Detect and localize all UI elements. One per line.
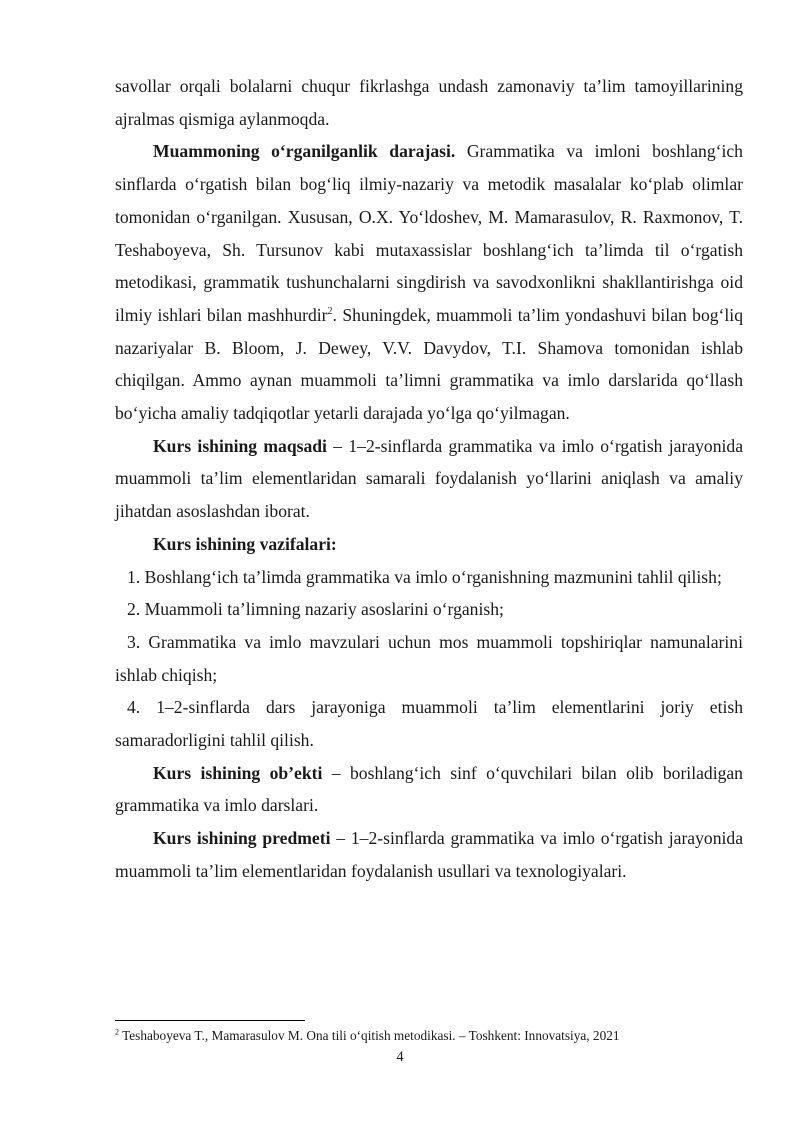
goal-text: – 1–2-sinflarda grammatika va imlo o‘rgatish jarayonida muammoli ta’lim elementlaridan samarali foydalanish yo‘llarini aniqlash va amaliy jihatdan asoslashdan iborat.	[115, 435, 744, 522]
task-text: Grammatika va imlo mavzulari uchun mos muammoli topshiriqlar namunalarini ishlab chiqish;	[115, 631, 743, 685]
paragraph-intro-text: savollar orqali bolalarni chuqur fikrlashga undash zamonaviy ta’lim tamoyillarining ajralmas qismiga aylanmoqda.	[115, 76, 743, 129]
object-text: – boshlang‘ich sinf o‘quvchilari bilan olib boriladigan grammatika va imlo darslari.	[115, 762, 743, 816]
footnote-text: Teshaboyeva T., Mamarasulov M. Ona tili o‘qitish metodikasi. – Toshkent: Innovatsiya, 2021	[119, 1028, 620, 1043]
research-level-text-b: . Shuningdek, muammoli ta’lim yondashuvi bilan bog‘liq nazariyalar B. Bloom, J. Dewey, V.V. Davydov, T.I. Shamova tomonidan ishlab chiqilgan. Ammo aynan muammoli ta’limni grammatika va imlo darslarida qo‘llash bo‘yicha amaliy tadqiqotlar yetarli darajada yo‘lga qo‘yilmagan.	[115, 304, 743, 424]
page-number: 4	[396, 1049, 404, 1065]
tasks-heading: Kurs ishining vazifalari:	[153, 533, 337, 554]
task-list-item	[115, 626, 743, 691]
task-text: Boshlang‘ich ta’limda grammatika va imlo o‘rganishning mazmunini tahlil qilish;	[140, 566, 722, 587]
footnote-divider	[115, 1020, 305, 1021]
body-text	[115, 70, 743, 888]
paragraph-object	[115, 757, 743, 822]
footnote-mark: 2	[115, 1027, 119, 1037]
goal-heading: Kurs ishining maqsadi	[153, 435, 327, 456]
task-number: 1.	[127, 566, 141, 587]
task-text: Muammoli ta’limning nazariy asoslarini o‘rganish;	[140, 599, 504, 620]
paragraph-intro	[115, 70, 743, 135]
task-number: 4.	[127, 697, 141, 718]
object-heading: Kurs ishining ob’ekti	[153, 762, 323, 783]
task-number: 3.	[127, 631, 141, 652]
paragraph-tasks-heading	[115, 528, 743, 561]
research-level-heading: Muammoning o‘rganilganlik darajasi.	[153, 141, 456, 162]
task-list-item	[115, 561, 743, 594]
task-list-item	[115, 593, 743, 626]
task-number: 2.	[127, 599, 141, 620]
task-text: 1–2-sinflarda dars jarayoniga muammoli ta’lim elementlarini joriy etish samaradorligini tahlil qilish.	[115, 697, 743, 751]
footnote	[115, 1027, 755, 1044]
research-level-text-a: Grammatika va imloni boshlang‘ich sinflarda o‘rgatish bilan bog‘liq ilmiy-nazariy va metodik masalalar ko‘plab olimlar tomonidan o‘rganilgan. Xususan, O.X. Yo‘ldoshev, M. Mamarasulov, R. Raxmonov, T. Teshaboyeva, Sh. Tursunov kabi mutaxassislar boshlang‘ich ta’limda til o‘rgatish metodikasi, grammatik tushunchalarni singdirish va savodxonlikni shakllantirishga oid ilmiy ishlari bilan mashhurdir	[115, 141, 743, 325]
paragraph-research-level	[115, 135, 743, 429]
paragraph-subject	[115, 822, 743, 887]
task-list-item	[115, 691, 743, 756]
paragraph-goal	[115, 430, 743, 528]
subject-heading: Kurs ishining predmeti	[153, 828, 331, 849]
footnote-reference[interactable]: 2	[327, 306, 333, 318]
subject-text: – 1–2-sinflarda grammatika va imlo o‘rgatish jarayonida muammoli ta’lim elementlaridan foydalanish usullari va texnologiyalari.	[115, 828, 744, 881]
